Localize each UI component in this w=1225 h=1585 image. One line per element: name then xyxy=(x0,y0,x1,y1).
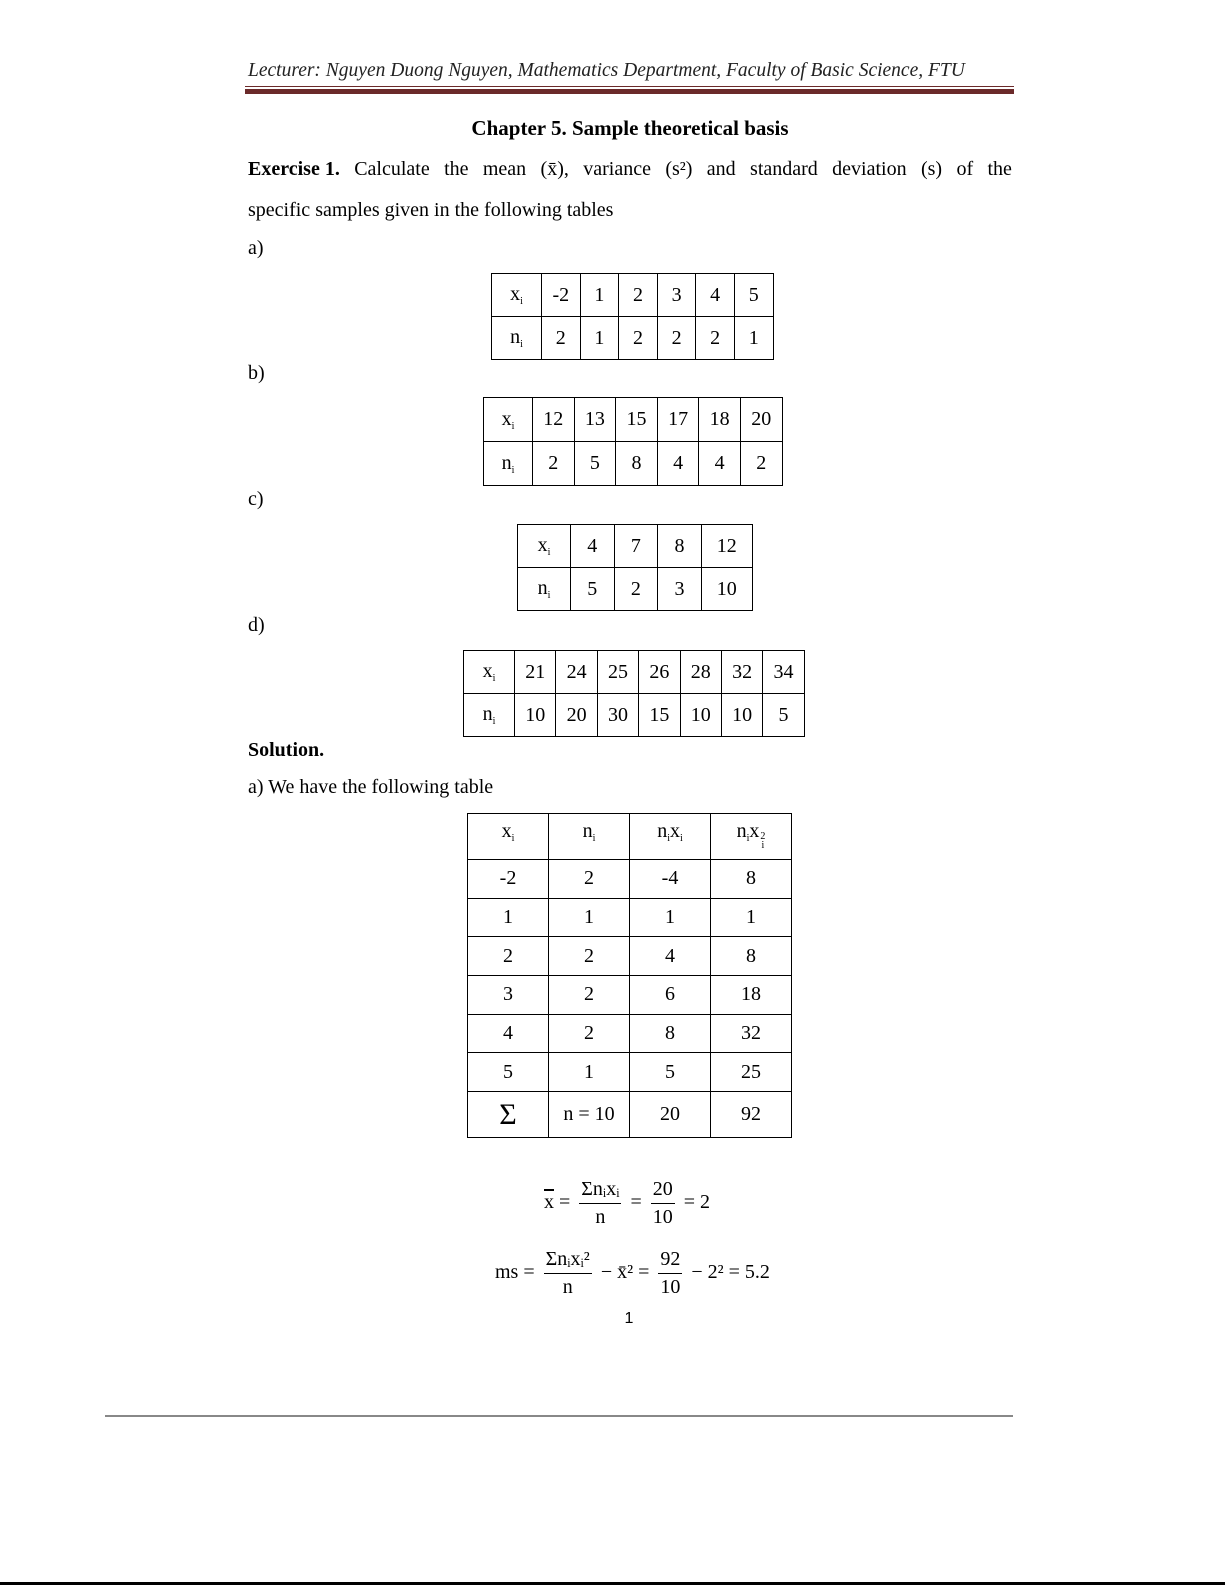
header-rule-thin xyxy=(245,86,1014,87)
formula-ms-num: Σnᵢxᵢ² xyxy=(544,1248,592,1274)
n-label: n xyxy=(537,577,548,599)
table-cell: 1 xyxy=(549,1053,630,1092)
exercise-word: (s²) xyxy=(665,158,693,180)
n-label: n xyxy=(510,326,521,348)
total-cell: 20 xyxy=(630,1092,711,1138)
n-value-cell: 1 xyxy=(580,317,619,360)
part-b-label: b) xyxy=(248,362,265,384)
footer-rule xyxy=(105,1415,1013,1417)
table-row xyxy=(468,976,792,1015)
x-value-cell: 25 xyxy=(597,651,638,694)
table-cell: 8 xyxy=(711,937,792,976)
x-value-cell: 4 xyxy=(696,274,735,317)
table-cell: 2 xyxy=(549,976,630,1015)
x-value-cell: 12 xyxy=(533,398,575,442)
table-cell: 2 xyxy=(468,937,549,976)
formula-ms: ms = $\frac{\text{Σnᵢxᵢ²}}{n}$ − x̄² = $\frac{92}{10}$ − 2² = 5.2 xyxy=(495,1248,770,1298)
n-value-cell: 8 xyxy=(616,442,658,486)
n-value-cell: 5 xyxy=(571,568,615,611)
table-cell: 4 xyxy=(630,937,711,976)
x-value-cell: 28 xyxy=(680,651,721,694)
x-label: x xyxy=(537,534,548,556)
x-value-cell: 8 xyxy=(658,525,702,568)
x-label: x xyxy=(501,407,512,430)
x-value-cell: 18 xyxy=(699,398,741,442)
exercise-word: (s) xyxy=(920,158,943,180)
part-d-label: d) xyxy=(248,614,265,636)
n-label-cell xyxy=(484,442,533,486)
subscript: i xyxy=(520,296,523,307)
x-value-cell: 17 xyxy=(657,398,699,442)
exercise-word: (x̄), xyxy=(540,158,569,180)
formula-ms-den2: 10 xyxy=(660,1276,681,1298)
subscript: i xyxy=(511,420,515,432)
table-cell: 6 xyxy=(630,976,711,1015)
table-cell: -2 xyxy=(468,860,549,899)
table-row-n xyxy=(492,317,774,360)
header-cell: $n_ix_i$ xyxy=(630,814,711,860)
header-cell: $n_ix$ 2 i xyxy=(711,814,792,860)
n-label-cell xyxy=(464,694,515,737)
n-value-cell: 20 xyxy=(556,694,597,737)
n-value-cell: 10 xyxy=(721,694,762,737)
chapter-title: Chapter 5. Sample theoretical basis xyxy=(471,116,789,140)
x-value-cell: 1 xyxy=(580,274,619,317)
formula-mean-den2: 10 xyxy=(652,1206,673,1228)
x-value-cell: 24 xyxy=(556,651,597,694)
running-header: Lecturer: Nguyen Duong Nguyen, Mathematics Department, Faculty of Basic Science, FTU xyxy=(248,60,965,81)
exercise-word: standard xyxy=(750,158,818,180)
table-cell: 1 xyxy=(630,898,711,937)
formula-mean-den: n xyxy=(595,1206,606,1228)
n-value-cell: 2 xyxy=(542,317,581,360)
table-row xyxy=(468,937,792,976)
x-value-cell: 5 xyxy=(734,274,773,317)
exercise-word: variance xyxy=(583,158,651,180)
n-value-cell: 2 xyxy=(740,442,782,486)
n-label-cell xyxy=(518,568,571,611)
solution-heading: Solution. xyxy=(248,739,325,761)
subscript: i xyxy=(520,339,523,350)
table-cell: 2 xyxy=(549,1014,630,1053)
page-number: 1 xyxy=(624,1310,634,1327)
table-row xyxy=(468,860,792,899)
formula-mean-lhs: $\overline{x}$ xyxy=(544,1191,554,1214)
table-cell: 25 xyxy=(711,1053,792,1092)
n-label: n xyxy=(482,703,493,725)
total-cell: 92 xyxy=(711,1092,792,1138)
x-label-cell xyxy=(464,651,515,694)
x-value-cell: 20 xyxy=(740,398,782,442)
table-cell: 3 xyxy=(468,976,549,1015)
n-value-cell: 5 xyxy=(574,442,616,486)
table-cell: 2 xyxy=(549,860,630,899)
x-label-cell xyxy=(484,398,533,442)
table-total-row xyxy=(468,1092,792,1138)
sample-table-c xyxy=(517,524,753,611)
subscript: i xyxy=(492,716,496,727)
table-row xyxy=(468,1053,792,1092)
x-value-cell: 21 xyxy=(515,651,556,694)
n-value-cell: 10 xyxy=(680,694,721,737)
exercise-line-2: specific samples given in the following tables xyxy=(248,199,614,221)
formula-ms-minus: − x̄² xyxy=(600,1261,634,1284)
sample-table-d xyxy=(463,650,805,737)
n-value-cell: 15 xyxy=(639,694,680,737)
x-value-cell: 12 xyxy=(701,525,752,568)
table-cell: 1 xyxy=(468,898,549,937)
x-value-cell: 32 xyxy=(721,651,762,694)
header-rule-thick xyxy=(245,89,1014,94)
table-cell: 1 xyxy=(711,898,792,937)
formula-mean-result: = 2 xyxy=(683,1191,711,1214)
exercise-label: Exercise 1. xyxy=(248,158,340,180)
table-cell: 8 xyxy=(711,860,792,899)
n-value-cell: 5 xyxy=(763,694,804,737)
exercise-word: deviation xyxy=(832,158,907,180)
table-header-row xyxy=(468,814,792,860)
formula-ms-result: − 2² = 5.2 xyxy=(691,1261,770,1284)
n-value-cell: 2 xyxy=(614,568,658,611)
formula-mean: $\overline{x}$ = $\frac{\text{Σnᵢxᵢ}}{n}$ = $\frac{20}{10}$ = 2 xyxy=(544,1178,711,1228)
solution-intro: a) We have the following table xyxy=(248,776,494,798)
formula-ms-den: n xyxy=(562,1276,573,1298)
table-row-n xyxy=(484,442,783,486)
table-row-n xyxy=(464,694,805,737)
header-cell: $n_i$ xyxy=(549,814,630,860)
x-label-cell xyxy=(518,525,571,568)
part-c-label: c) xyxy=(248,488,264,510)
sample-table-b xyxy=(483,397,783,486)
table-cell: -4 xyxy=(630,860,711,899)
formula-mean-num: Σnᵢxᵢ xyxy=(579,1178,621,1204)
exercise-line-1 xyxy=(248,158,1012,181)
x-value-cell: 34 xyxy=(763,651,804,694)
formula-mean-num2: 20 xyxy=(651,1178,675,1204)
x-value-cell: 4 xyxy=(571,525,615,568)
sample-table-a xyxy=(491,273,774,360)
n-value-cell: 10 xyxy=(701,568,752,611)
table-cell: 2 xyxy=(549,937,630,976)
table-cell: 5 xyxy=(468,1053,549,1092)
n-value-cell: 3 xyxy=(658,568,702,611)
table-row-x xyxy=(484,398,783,442)
table-cell: 8 xyxy=(630,1014,711,1053)
table-cell: 18 xyxy=(711,976,792,1015)
n-value-cell: 2 xyxy=(657,317,696,360)
exercise-word: Calculate xyxy=(354,158,430,180)
table-cell: 5 xyxy=(630,1053,711,1092)
x-value-cell: 7 xyxy=(614,525,658,568)
table-row xyxy=(468,898,792,937)
x-value-cell: 13 xyxy=(574,398,616,442)
total-cell: n = 10 xyxy=(549,1092,630,1138)
x-value-cell: 3 xyxy=(657,274,696,317)
n-value-cell: 2 xyxy=(533,442,575,486)
table-row-x xyxy=(492,274,774,317)
table-cell: 4 xyxy=(468,1014,549,1053)
sigma-symbol: Σ xyxy=(468,1092,549,1138)
formula-ms-lhs: ms = xyxy=(495,1261,535,1284)
exercise-word: of xyxy=(956,158,974,180)
table-cell: 1 xyxy=(549,898,630,937)
n-value-cell: 10 xyxy=(515,694,556,737)
subscript: i xyxy=(511,464,515,476)
n-label-cell xyxy=(492,317,542,360)
table-row-n xyxy=(518,568,753,611)
table-cell: 32 xyxy=(711,1014,792,1053)
x-label-cell xyxy=(492,274,542,317)
solution-table xyxy=(467,813,792,1138)
header-cell: $x_i$ xyxy=(468,814,549,860)
subscript: i xyxy=(547,590,551,601)
x-value-cell: 15 xyxy=(616,398,658,442)
n-value-cell: 30 xyxy=(597,694,638,737)
subscript: i xyxy=(547,547,551,558)
table-row-x xyxy=(464,651,805,694)
subscript: i xyxy=(492,673,496,684)
x-value-cell: 2 xyxy=(619,274,658,317)
n-label: n xyxy=(501,451,512,474)
exercise-word: the xyxy=(444,158,469,180)
n-value-cell: 2 xyxy=(619,317,658,360)
table-row-x xyxy=(518,525,753,568)
part-a-label: a) xyxy=(248,237,264,259)
x-label: x xyxy=(482,660,493,682)
exercise-word: the xyxy=(987,158,1012,180)
exercise-word: and xyxy=(706,158,736,180)
table-row xyxy=(468,1014,792,1053)
exercise-word: mean xyxy=(482,158,527,180)
x-label: x xyxy=(510,283,521,305)
n-value-cell: 4 xyxy=(657,442,699,486)
formula-ms-num2: 92 xyxy=(658,1248,682,1274)
n-value-cell: 4 xyxy=(699,442,741,486)
n-value-cell: 2 xyxy=(696,317,735,360)
x-value-cell: 26 xyxy=(639,651,680,694)
n-value-cell: 1 xyxy=(734,317,773,360)
x-value-cell: -2 xyxy=(542,274,581,317)
